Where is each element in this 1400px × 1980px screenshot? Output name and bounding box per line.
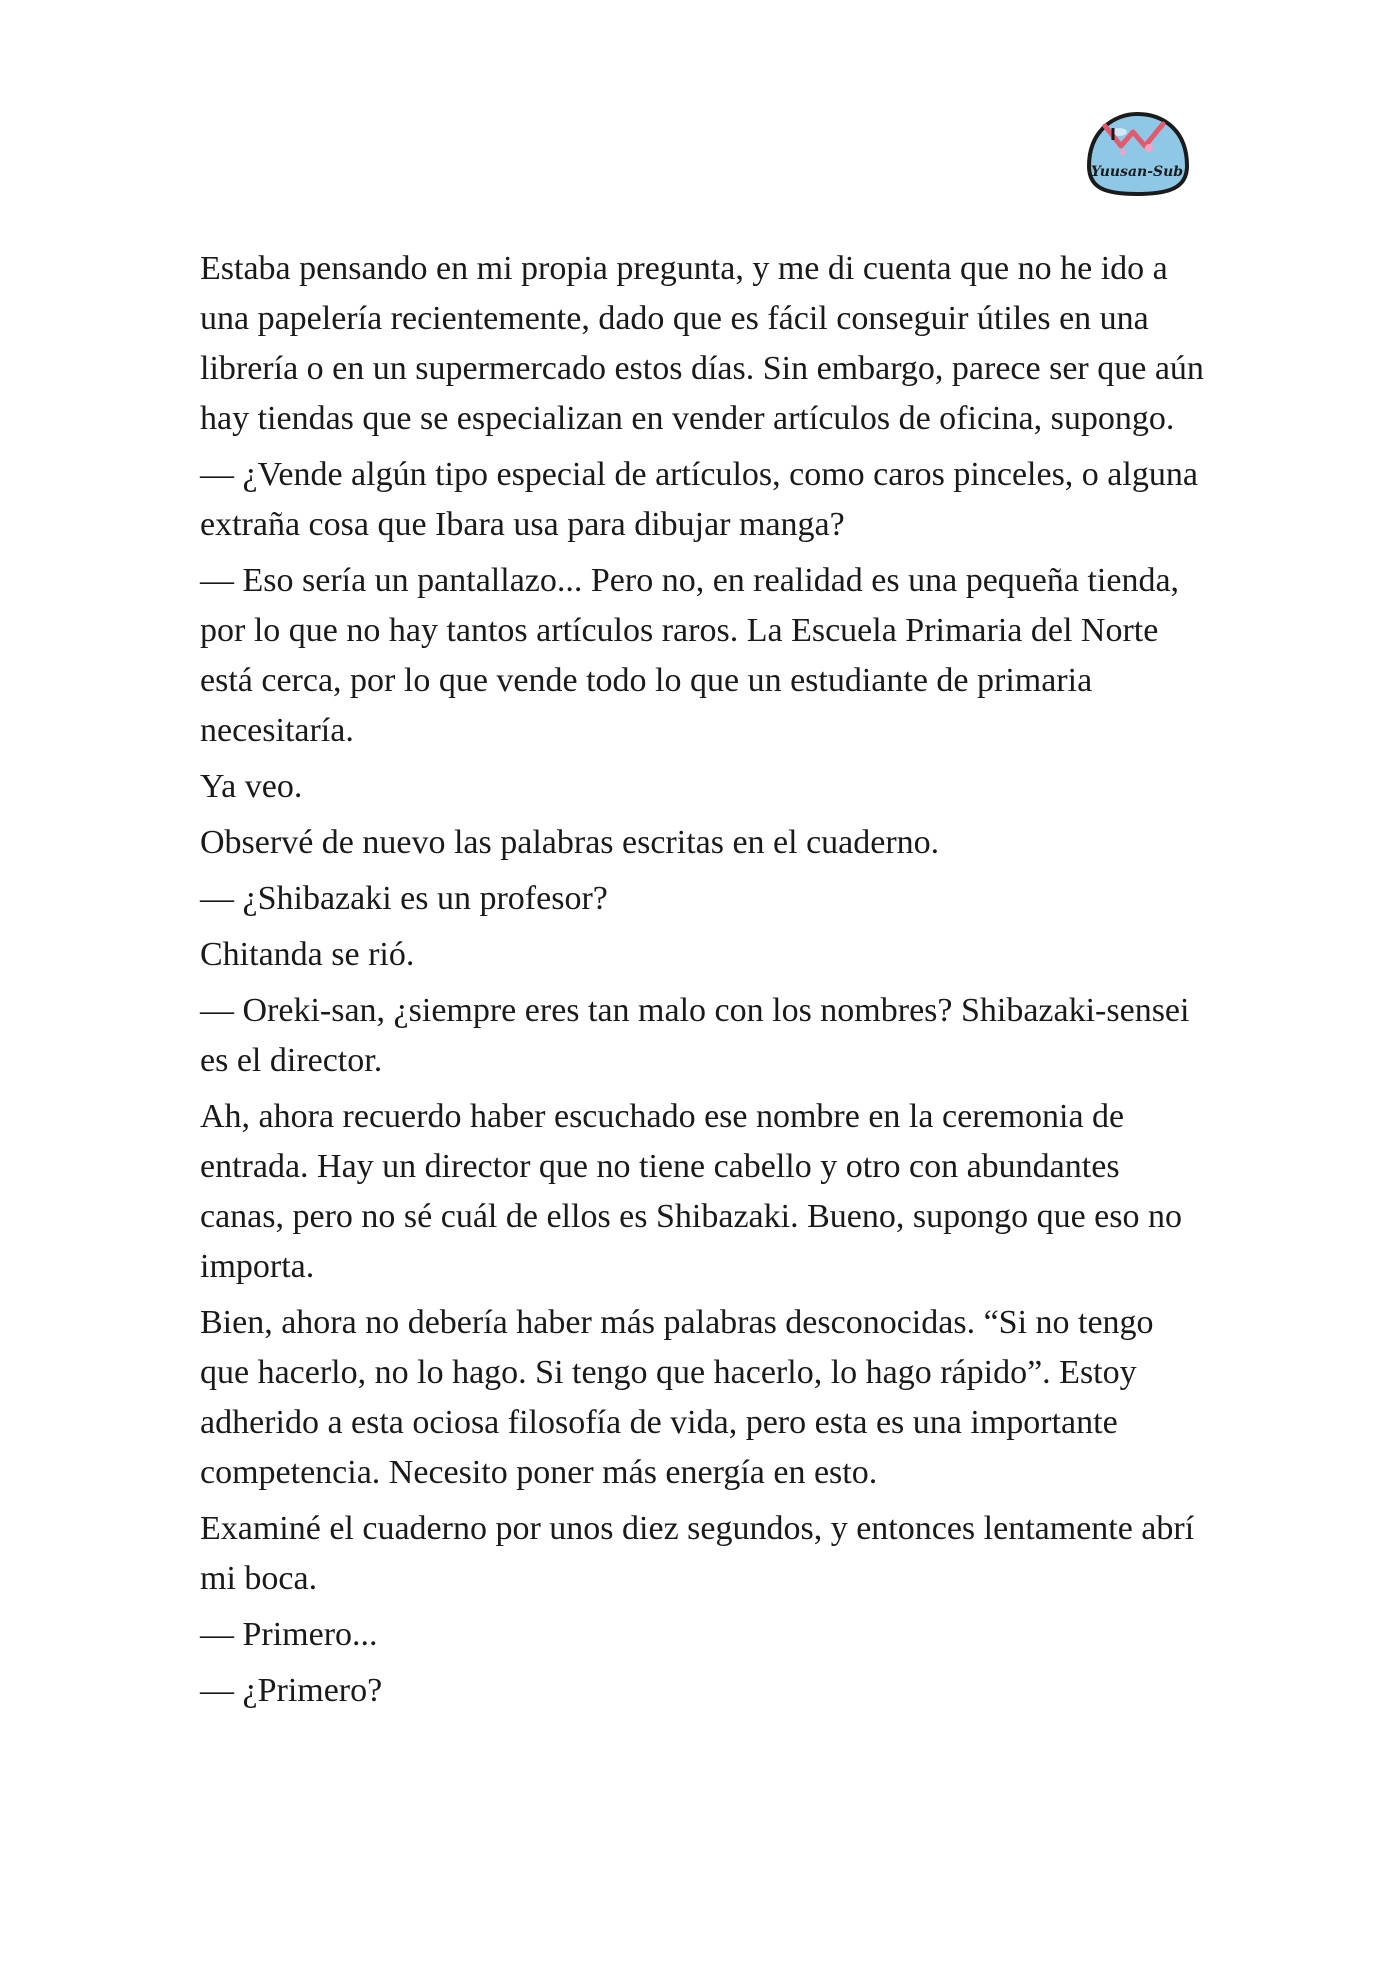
paragraph: Bien, ahora no debería haber más palabras desconocidas. “Si no tengo que hacerlo, no lo hago. Si tengo que hacerlo, lo hago rápido”. Estoy adherido a esta ociosa filosofía de vida, pero esta es una importante competencia. Necesito poner más energía en esto. <box>200 1304 1154 1491</box>
paragraph: Examiné el cuaderno por unos diez segundos, y entonces lentamente abrí mi boca. <box>200 1510 1195 1597</box>
logo-icon <box>1079 108 1195 198</box>
paragraph: — ¿Primero? <box>200 1672 383 1709</box>
paragraph: Ah, ahora recuerdo haber escuchado ese nombre en la ceremonia de entrada. Hay un director que no tiene cabello y otro con abundantes canas, pero no sé cuál de ellos es Shibazaki. Bueno, supongo que eso no importa. <box>200 1098 1182 1285</box>
paragraph: Estaba pensando en mi propia pregunta, y me di cuenta que no he ido a una papelería recientemente, dado que es fácil conseguir útiles en una librería o en un supermercado estos días. Sin embargo, parece ser que aún hay tiendas que se especializan en vender artículos de oficina, supongo. <box>200 250 1204 437</box>
paragraph: Chitanda se rió. <box>200 936 415 973</box>
paragraph: — Eso sería un pantallazo... Pero no, en realidad es una pequeña tienda, por lo que no hay tantos artículos raros. La Escuela Primaria del Norte está cerca, por lo que vende todo lo que un estudiante de primaria necesitaría. <box>200 562 1180 749</box>
paragraph: Observé de nuevo las palabras escritas en el cuaderno. <box>200 824 940 861</box>
paragraph: — Primero... <box>200 1616 378 1653</box>
paragraph: — ¿Vende algún tipo especial de artículos, como caros pinceles, o alguna extraña cosa que Ibara usa para dibujar manga? <box>200 456 1198 543</box>
logo-text: Yuusan-Sub <box>1090 164 1184 180</box>
paragraph: Ya veo. <box>200 768 303 805</box>
yuusan-sub-logo <box>1079 108 1195 198</box>
paragraph: — ¿Shibazaki es un profesor? <box>200 880 608 917</box>
paragraph: — Oreki-san, ¿siempre eres tan malo con los nombres? Shibazaki-sensei es el director. <box>200 992 1190 1079</box>
document-body <box>200 244 1210 1722</box>
